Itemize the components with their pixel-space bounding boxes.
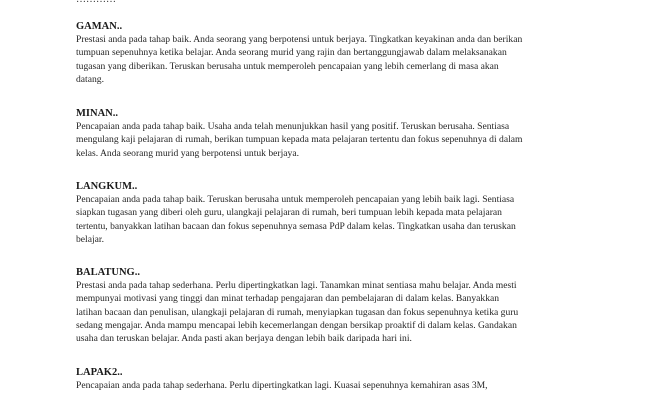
comment-section-balatung — [76, 266, 576, 345]
section-heading: LAPAK2.. — [76, 367, 123, 378]
comment-section-lapak2 — [76, 366, 576, 392]
paragraph-line: Pencapaian anda pada tahap baik. Teruskan berusaha untuk memperoleh pencapaian yang lebih baik lagi. Sentiasa — [76, 194, 515, 205]
paragraph-line: usaha dan teruskan belajar. Anda pasti akan berjaya dengan lebih baik daripada hari ini. — [76, 333, 412, 345]
section-heading: GAMAN.. — [76, 21, 123, 32]
paragraph-line: sedang mengajar. Anda mampu mencapai lebih kecemerlangan dengan bersikap proaktif di dalam kelas. Gandakan — [76, 319, 517, 331]
section-heading: MINAN.. — [76, 108, 118, 119]
paragraph-line: datang. — [76, 73, 104, 85]
paragraph-line: Pencapaian anda pada tahap baik. Usaha anda telah menunjukkan hasil yang positif. Teruskan berusaha. Sentiasa — [76, 121, 510, 132]
paragraph-line: Prestasi anda pada tahap baik. Anda seorang yang berpotensi untuk berjaya. Tingkatkan keyakinan anda dan berikan — [76, 34, 523, 45]
paragraph-line: Pencapaian anda pada tahap sederhana. Perlu dipertingkatkan lagi. Kuasai sepenuhnya kemahiran asas 3M, — [76, 380, 488, 391]
paragraph-line: siapkan tugasan yang diberi oleh guru, ulangkaji pelajaran di rumah, beri tumpuan lebih kepada mata pelajaran — [76, 207, 502, 219]
section-heading: BALATUNG.. — [76, 267, 140, 278]
comment-section-langkum — [76, 180, 576, 246]
paragraph-line: kelas. Anda seorang murid yang berpotensi untuk berjaya. — [76, 147, 299, 159]
comment-section-minan — [76, 107, 576, 160]
paragraph-line: tertentu, banyakkan latihan bacaan dan fokus sepenuhnya semasa PdP dalam kelas. Tingkatkan usaha dan teruskan — [76, 220, 516, 232]
paragraph-line: tumpuan sepenuhnya ketika belajar. Anda seorang murid yang rajin dan bertanggungjawab dalam melaksanakan — [76, 47, 507, 59]
paragraph-line: latihan bacaan dan penulisan, ulangkaji pelajaran di rumah, menyiapkan tugasan dan fokus sepenuhnya ketika guru — [76, 306, 519, 318]
paragraph-line: Prestasi anda pada tahap sederhana. Perlu dipertingkatkan lagi. Tanamkan minat sentiasa mahu belajar. Anda mesti — [76, 280, 517, 291]
section-heading: LANGKUM.. — [76, 181, 138, 192]
comment-section-gaman — [76, 20, 576, 86]
paragraph-line: belajar. — [76, 233, 104, 245]
cut-off-text — [76, 0, 116, 6]
paragraph-line: mempunyai motivasi yang tinggi dan minat terhadap pengajaran dan pembelajaran di dalam kelas. Banyakkan — [76, 293, 500, 305]
paragraph-line: tugasan yang diberikan. Teruskan berusaha untuk memperoleh pencapaian yang lebih cemerlang di masa akan — [76, 60, 499, 72]
paragraph-line: mengulang kaji pelajaran di rumah, berikan tumpuan kepada mata pelajaran tertentu dan fokus sepenuhnya di dalam — [76, 134, 523, 146]
document-page — [76, 0, 576, 400]
